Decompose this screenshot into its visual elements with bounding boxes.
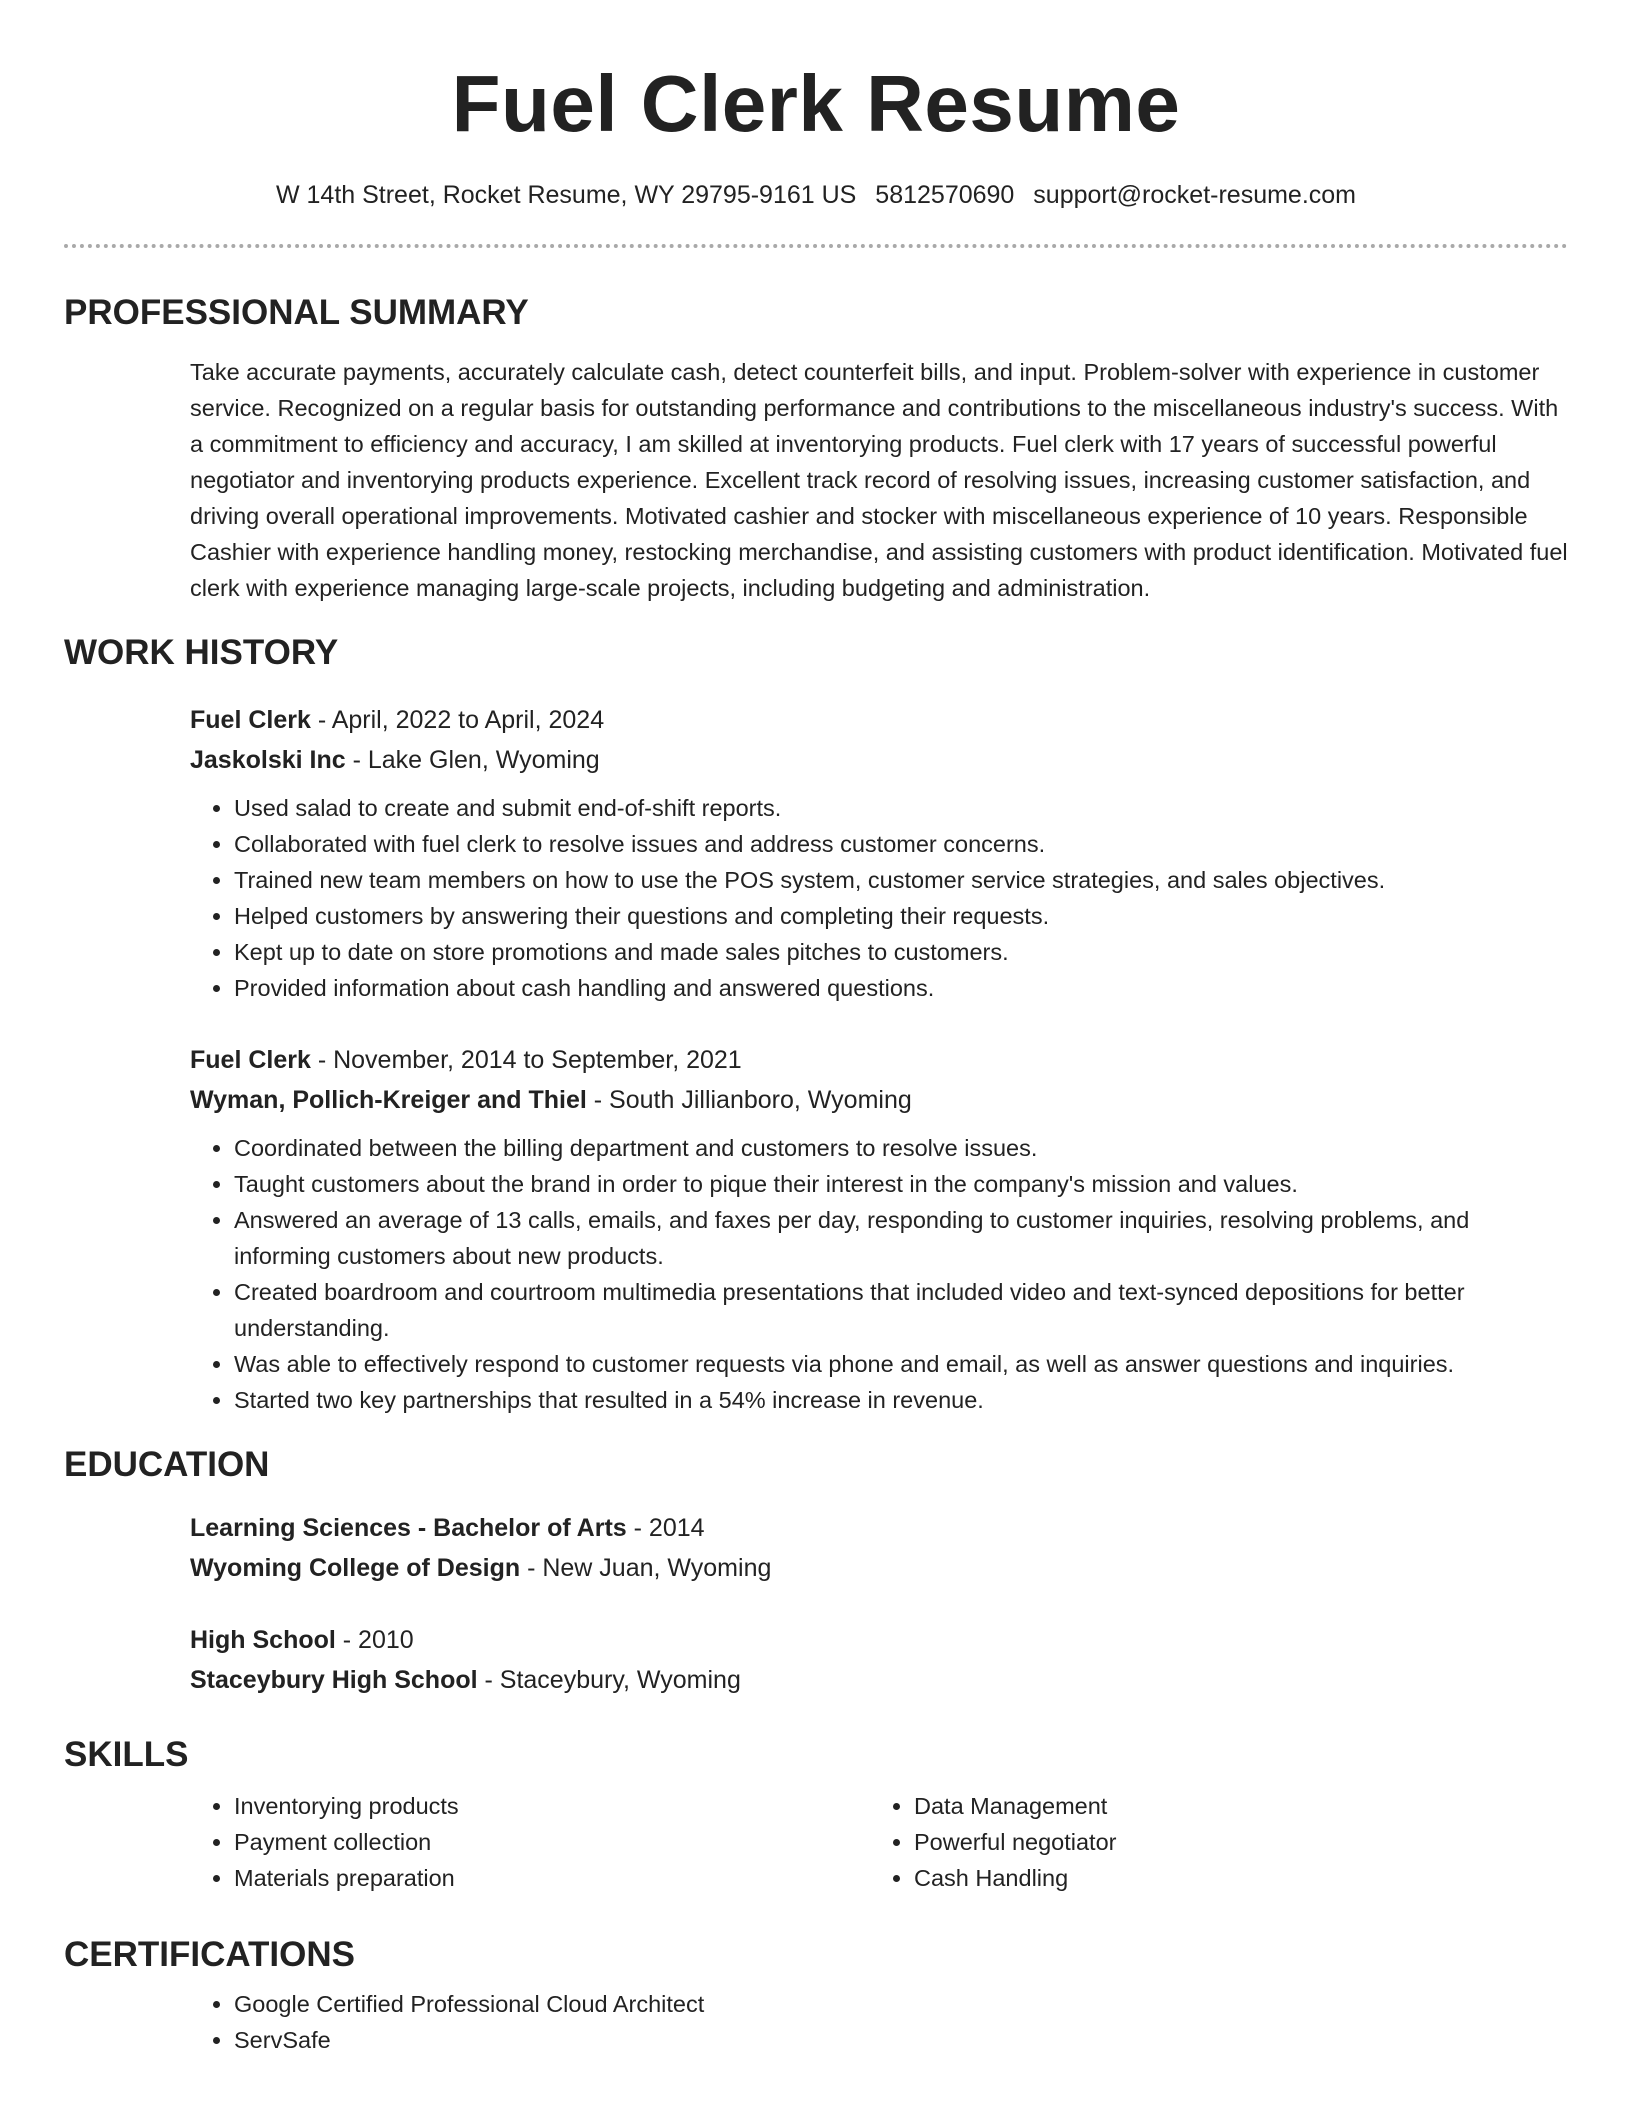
list-item: • Google Certified Professional Cloud Architect xyxy=(234,1986,1568,2022)
job-title-line xyxy=(190,700,1568,740)
page-title: Fuel Clerk Resume xyxy=(451,59,1181,148)
degree: High School xyxy=(190,1626,336,1654)
job-bullets xyxy=(190,790,1568,1006)
contact-email: support@rocket-resume.com xyxy=(1033,181,1357,209)
work-history-section xyxy=(64,632,1568,1418)
list-item: • Inventorying products xyxy=(234,1788,870,1824)
header-divider xyxy=(64,244,1568,248)
list-item: • Used salad to create and submit end-of-shift reports. xyxy=(234,790,1568,826)
job-entry xyxy=(190,1040,1568,1418)
school: Staceybury High School xyxy=(190,1666,478,1694)
school-line xyxy=(190,1548,1568,1588)
job-company: Jaskolski Inc xyxy=(190,746,346,774)
certifications-section xyxy=(64,1934,1568,2058)
certifications-list-wrap xyxy=(190,1986,1568,2058)
school: Wyoming College of Design xyxy=(190,1554,521,1582)
education-section xyxy=(64,1444,1568,1700)
skills-heading: SKILLS xyxy=(64,1735,189,1774)
list-item: • Powerful negotiator xyxy=(914,1824,1550,1860)
summary-heading: PROFESSIONAL SUMMARY xyxy=(64,293,529,332)
skills-grid xyxy=(190,1788,1568,1896)
degree: Learning Sciences - Bachelor of Arts xyxy=(190,1514,627,1542)
list-item: • Provided information about cash handling and answered questions. xyxy=(234,970,1568,1006)
certifications-heading: CERTIFICATIONS xyxy=(64,1935,356,1974)
work-history-heading: WORK HISTORY xyxy=(64,633,339,672)
summary-text: Take accurate payments, accurately calculate cash, detect counterfeit bills, and input. Problem-solver with experience in customer service. Recognized on a regular basis for outstanding performance and contributions to the miscellaneous industry's success. With a commitment to efficiency and accuracy, I am skilled at inventorying products. Fuel clerk with 17 years of successful powerful negotiator and inventorying products experience. Excellent track record of resolving issues, increasing customer satisfaction, and driving overall operational improvements. Motivated cashier and stocker with miscellaneous experience of 10 years. Responsible Cashier with experience handling money, restocking merchandise, and assisting customers with product identification. Motivated fuel clerk with experience managing large-scale projects, including budgeting and administration. xyxy=(190,359,1568,601)
summary-section xyxy=(64,292,1568,606)
list-item: • Trained new team members on how to use the POS system, customer service strategies, and sales objectives. xyxy=(234,862,1568,898)
degree-line xyxy=(190,1620,1568,1660)
contact-line xyxy=(64,180,1568,210)
school-line xyxy=(190,1660,1568,1700)
degree-year: - 2010 xyxy=(335,1626,414,1654)
list-item: • Was able to effectively respond to customer requests via phone and email, as well as answer questions and inquiries. xyxy=(234,1346,1568,1382)
job-entry xyxy=(190,700,1568,1006)
job-location: - South Jillianboro, Wyoming xyxy=(586,1086,912,1114)
skills-list xyxy=(870,1788,1550,1896)
contact-address: W 14th Street, Rocket Resume, WY 29795-9161 US xyxy=(275,181,857,209)
list-item: • ServSafe xyxy=(234,2022,1568,2058)
list-item: • Payment collection xyxy=(234,1824,870,1860)
list-item: • Helped customers by answering their questions and completing their requests. xyxy=(234,898,1568,934)
contact-phone: 5812570690 xyxy=(875,181,1015,209)
job-location: - Lake Glen, Wyoming xyxy=(345,746,600,774)
job-bullets xyxy=(190,1130,1568,1418)
list-item: • Taught customers about the brand in order to pique their interest in the company's mission and values. xyxy=(234,1166,1568,1202)
skills-section xyxy=(64,1734,1568,1896)
job-title: Fuel Clerk xyxy=(190,706,311,734)
education-entry xyxy=(190,1620,1568,1700)
job-company-line xyxy=(190,740,1568,780)
list-item: • Coordinated between the billing department and customers to resolve issues. xyxy=(234,1130,1568,1166)
list-item: • Data Management xyxy=(914,1788,1550,1824)
degree-year: - 2014 xyxy=(626,1514,705,1542)
job-title-line xyxy=(190,1040,1568,1080)
job-company-line xyxy=(190,1080,1568,1120)
job-company: Wyman, Pollich-Kreiger and Thiel xyxy=(190,1086,587,1114)
list-item: • Materials preparation xyxy=(234,1860,870,1896)
degree-line xyxy=(190,1508,1568,1548)
school-location: - New Juan, Wyoming xyxy=(520,1554,772,1582)
education-entry xyxy=(190,1508,1568,1588)
list-item: • Cash Handling xyxy=(914,1860,1550,1896)
school-location: - Staceybury, Wyoming xyxy=(477,1666,741,1694)
job-title: Fuel Clerk xyxy=(190,1046,311,1074)
skills-column-right xyxy=(870,1788,1550,1896)
list-item: • Created boardroom and courtroom multimedia presentations that included video and text-synced depositions for better understanding. xyxy=(234,1274,1568,1346)
list-item: • Kept up to date on store promotions and made sales pitches to customers. xyxy=(234,934,1568,970)
certifications-list xyxy=(190,1986,1568,2058)
job-dates: - April, 2022 to April, 2024 xyxy=(310,706,605,734)
list-item: • Answered an average of 13 calls, emails, and faxes per day, responding to customer inquiries, resolving problems, and informing customers about new products. xyxy=(234,1202,1568,1274)
education-heading: EDUCATION xyxy=(64,1445,270,1484)
skills-column-left xyxy=(190,1788,870,1896)
skills-list xyxy=(190,1788,870,1896)
list-item: • Collaborated with fuel clerk to resolve issues and address customer concerns. xyxy=(234,826,1568,862)
list-item: • Started two key partnerships that resulted in a 54% increase in revenue. xyxy=(234,1382,1568,1418)
job-dates: - November, 2014 to September, 2021 xyxy=(310,1046,742,1074)
